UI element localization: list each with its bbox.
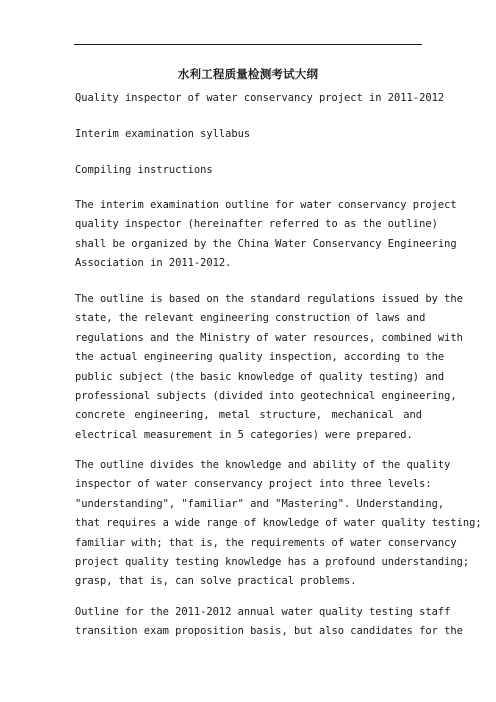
- paragraph-1-line: Association in 2011-2012.: [75, 257, 232, 270]
- paragraph-3-line: project quality testing knowledge has a profound understanding;: [75, 556, 470, 569]
- paragraph-2-line: electrical measurement in 5 categories) were prepared.: [75, 428, 413, 441]
- intro-line-2: Interim examination syllabus: [75, 128, 251, 140]
- paragraph-3-line: "understanding", "familiar" and "Mastering". Understanding,: [75, 497, 445, 510]
- paragraph-2-line: public subject (the basic knowledge of quality testing) and: [75, 370, 445, 383]
- document-title: 水利工程质量检测考试大纲: [177, 67, 319, 81]
- paragraph-2-line: the actual engineering quality inspection, according to the: [75, 351, 445, 364]
- paragraph-2-line: state, the relevant engineering construction of laws and: [75, 312, 426, 325]
- paragraph-3-line: that requires a wide range of knowledge of water quality testing;: [75, 517, 482, 530]
- paragraph-1-line: quality inspector (hereinafter referred to as the outline): [75, 218, 438, 231]
- paragraph-3: [75, 456, 482, 592]
- paragraph-4: [75, 603, 463, 642]
- paragraph-2-line: professional subjects (divided into geotechnical engineering,: [75, 390, 457, 403]
- paragraph-4-line: transition exam proposition basis, but also candidates for the: [75, 625, 463, 638]
- paragraph-2-line: regulations and the Ministry of water resources, combined with: [75, 331, 463, 344]
- paragraph-4-line: Outline for the 2011-2012 annual water quality testing staff: [75, 606, 451, 618]
- paragraph-1-line: The interim examination outline for water conservancy project: [75, 199, 457, 211]
- intro-line-3: Compiling instructions: [75, 164, 213, 176]
- intro-line-1: Quality inspector of water conservancy project in 2011-2012: [75, 92, 445, 104]
- paragraph-1-line: shall be organized by the China Water Conservancy Engineering: [75, 237, 457, 250]
- paragraph-2: [75, 290, 463, 445]
- paragraph-2-line: concrete engineering, metal structure, mechanical and: [75, 409, 422, 422]
- header-rule: [74, 44, 422, 45]
- paragraph-2-line: The outline is based on the standard regulations issued by the: [75, 293, 463, 305]
- paragraph-3-line: familiar with; that is, the requirements of water conservancy: [75, 536, 457, 549]
- paragraph-3-line: grasp, that is, can solve practical problems.: [75, 575, 357, 588]
- paragraph-1: [75, 196, 457, 274]
- paragraph-3-line: The outline divides the knowledge and ability of the quality: [75, 459, 451, 471]
- paragraph-3-line: inspector of water conservancy project into three levels:: [75, 478, 432, 491]
